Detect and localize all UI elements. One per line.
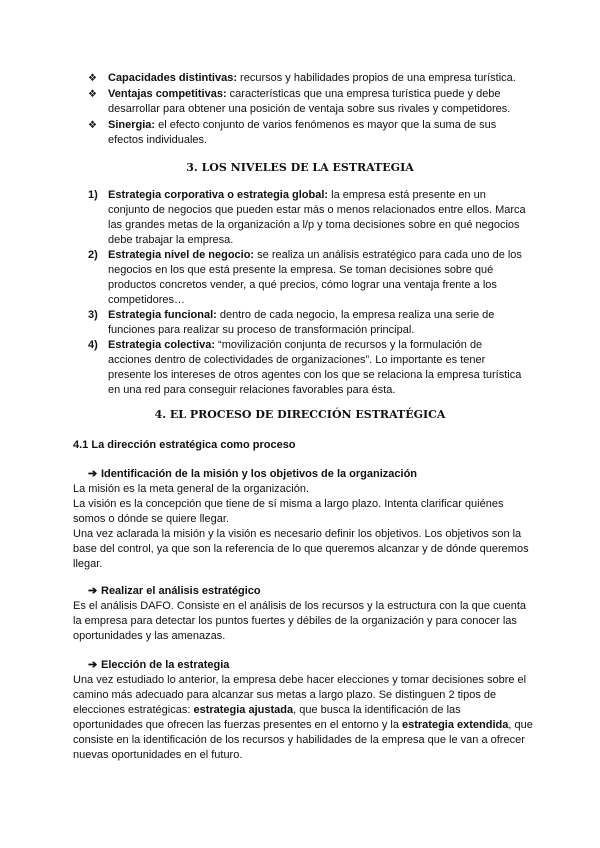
definition: la empresa está presente en un conjunto de negocios que pueden estar más o menos relacionados entre ellos. Marca las grandes metas de la organización a l/p y toma decisiones sobre en qué negocios debe trabajar la empresa. — [108, 189, 526, 246]
term: Estrategia nivel de negocio: — [108, 249, 255, 261]
section-title: ➔ Realizar el análisis estratégico — [88, 585, 261, 597]
list-item — [88, 71, 528, 86]
list-item — [88, 118, 528, 148]
term: Sinergia: — [108, 119, 156, 131]
list-item — [88, 188, 528, 248]
definition: recursos y habilidades propios de una empresa turística. — [237, 72, 516, 84]
item-number: 3) — [88, 309, 98, 321]
definition: dentro de cada negocio, la empresa realiza una serie de funciones para realizar su proceso de transformación principal. — [108, 309, 495, 336]
paragraph: Es el análisis DAFO. Consiste en el análisis de los recursos y la estructura con la que cuenta la empresa para detectar los puntos fuertes y débiles de la organización y para conocer las oportunidades y las amenazas. — [73, 600, 527, 642]
definition: características que una empresa turística puede y debe desarrollar para obtener una posición de ventaja sobre sus rivales y competidores. — [108, 88, 511, 115]
item-number: 4) — [88, 339, 98, 351]
term: Estrategia colectiva: — [108, 339, 215, 351]
paragraph: La visión es la concepción que tiene de sí misma a largo plazo. Intenta clarificar quiénes somos o dónde se quiere llegar. — [73, 498, 504, 525]
term: estrategia extendida — [402, 719, 509, 731]
section-heading-3: 3. LOS NIVELES DE LA ESTRATEGIA — [186, 161, 414, 174]
paragraph: La misión es la meta general de la organización. — [73, 483, 310, 495]
term: estrategia ajustada — [193, 704, 294, 716]
section-mission — [73, 467, 533, 572]
section-title: ➔ Elección de la estrategia — [88, 659, 230, 671]
diamond-bullet-icon: ❖ — [88, 89, 97, 100]
term: Ventajas competitivas: — [108, 88, 227, 100]
section-heading-4: 4. EL PROCESO DE DIRECCIÓN ESTRATÉGICA — [154, 408, 446, 421]
item-number: 2) — [88, 249, 98, 261]
paragraph: Una vez estudiado lo anterior, la empresa debe hacer elecciones y tomar decisiones sobre el camino más adecuado para alcanzar sus metas a largo plazo. Se distinguen 2 tipos de elecciones estratégicas: estrategia ajustada, que busca la identificación de las oportunidades que ofrecen las fuerzas presentes en el entorno y la estrategia extendida, que consiste en la identificación de los recursos y habilidades de la empresa que le van a ofrecer nuevas oportunidades en el futuro. — [73, 674, 533, 761]
list-item — [88, 308, 528, 338]
term: Estrategia funcional: — [108, 309, 217, 321]
list-item — [88, 248, 528, 308]
term: Capacidades distintivas: — [108, 72, 237, 84]
subheading: 4.1 La dirección estratégica como proceso — [73, 439, 296, 451]
item-number: 1) — [88, 189, 98, 201]
section-strategy-choice — [73, 658, 533, 763]
strategy-levels-list — [88, 188, 528, 398]
section-title: ➔ Identificación de la misión y los objetivos de la organización — [88, 468, 418, 480]
list-item — [88, 87, 528, 117]
list-item — [88, 338, 528, 398]
definition: “movilización conjunta de recursos y la formulación de acciones dentro de colectividades de organizaciones”. Lo importante es tener presente los intereses de otros agentes con los que se relaciona la empresa turística en una red para conseguir relaciones favorables para ésta. — [108, 339, 522, 396]
arrow-icon: ➔ — [88, 659, 98, 671]
diamond-bullet-icon: ❖ — [88, 120, 97, 131]
term: Estrategia corporativa o estrategia global: — [108, 189, 329, 201]
definitions-list — [88, 71, 528, 149]
arrow-icon: ➔ — [88, 468, 98, 480]
definition: el efecto conjunto de varios fenómenos es mayor que la suma de sus efectos individuales. — [108, 119, 497, 146]
paragraph: Una vez aclarada la misión y la visión es necesario definir los objetivos. Los objetivos son la base del control, ya que son la referencia de lo que queremos alcanzar y de dónde queremos llegar. — [73, 528, 529, 570]
diamond-bullet-icon: ❖ — [88, 73, 97, 84]
section-analysis — [73, 584, 533, 644]
definition: se realiza un análisis estratégico para cada uno de los negocios en los que está presente la empresa. Se toman decisiones sobre qué productos concretos vender, a qué precios, cómo lograr una ventaja frente a los competidores… — [108, 249, 522, 306]
arrow-icon: ➔ — [88, 585, 98, 597]
